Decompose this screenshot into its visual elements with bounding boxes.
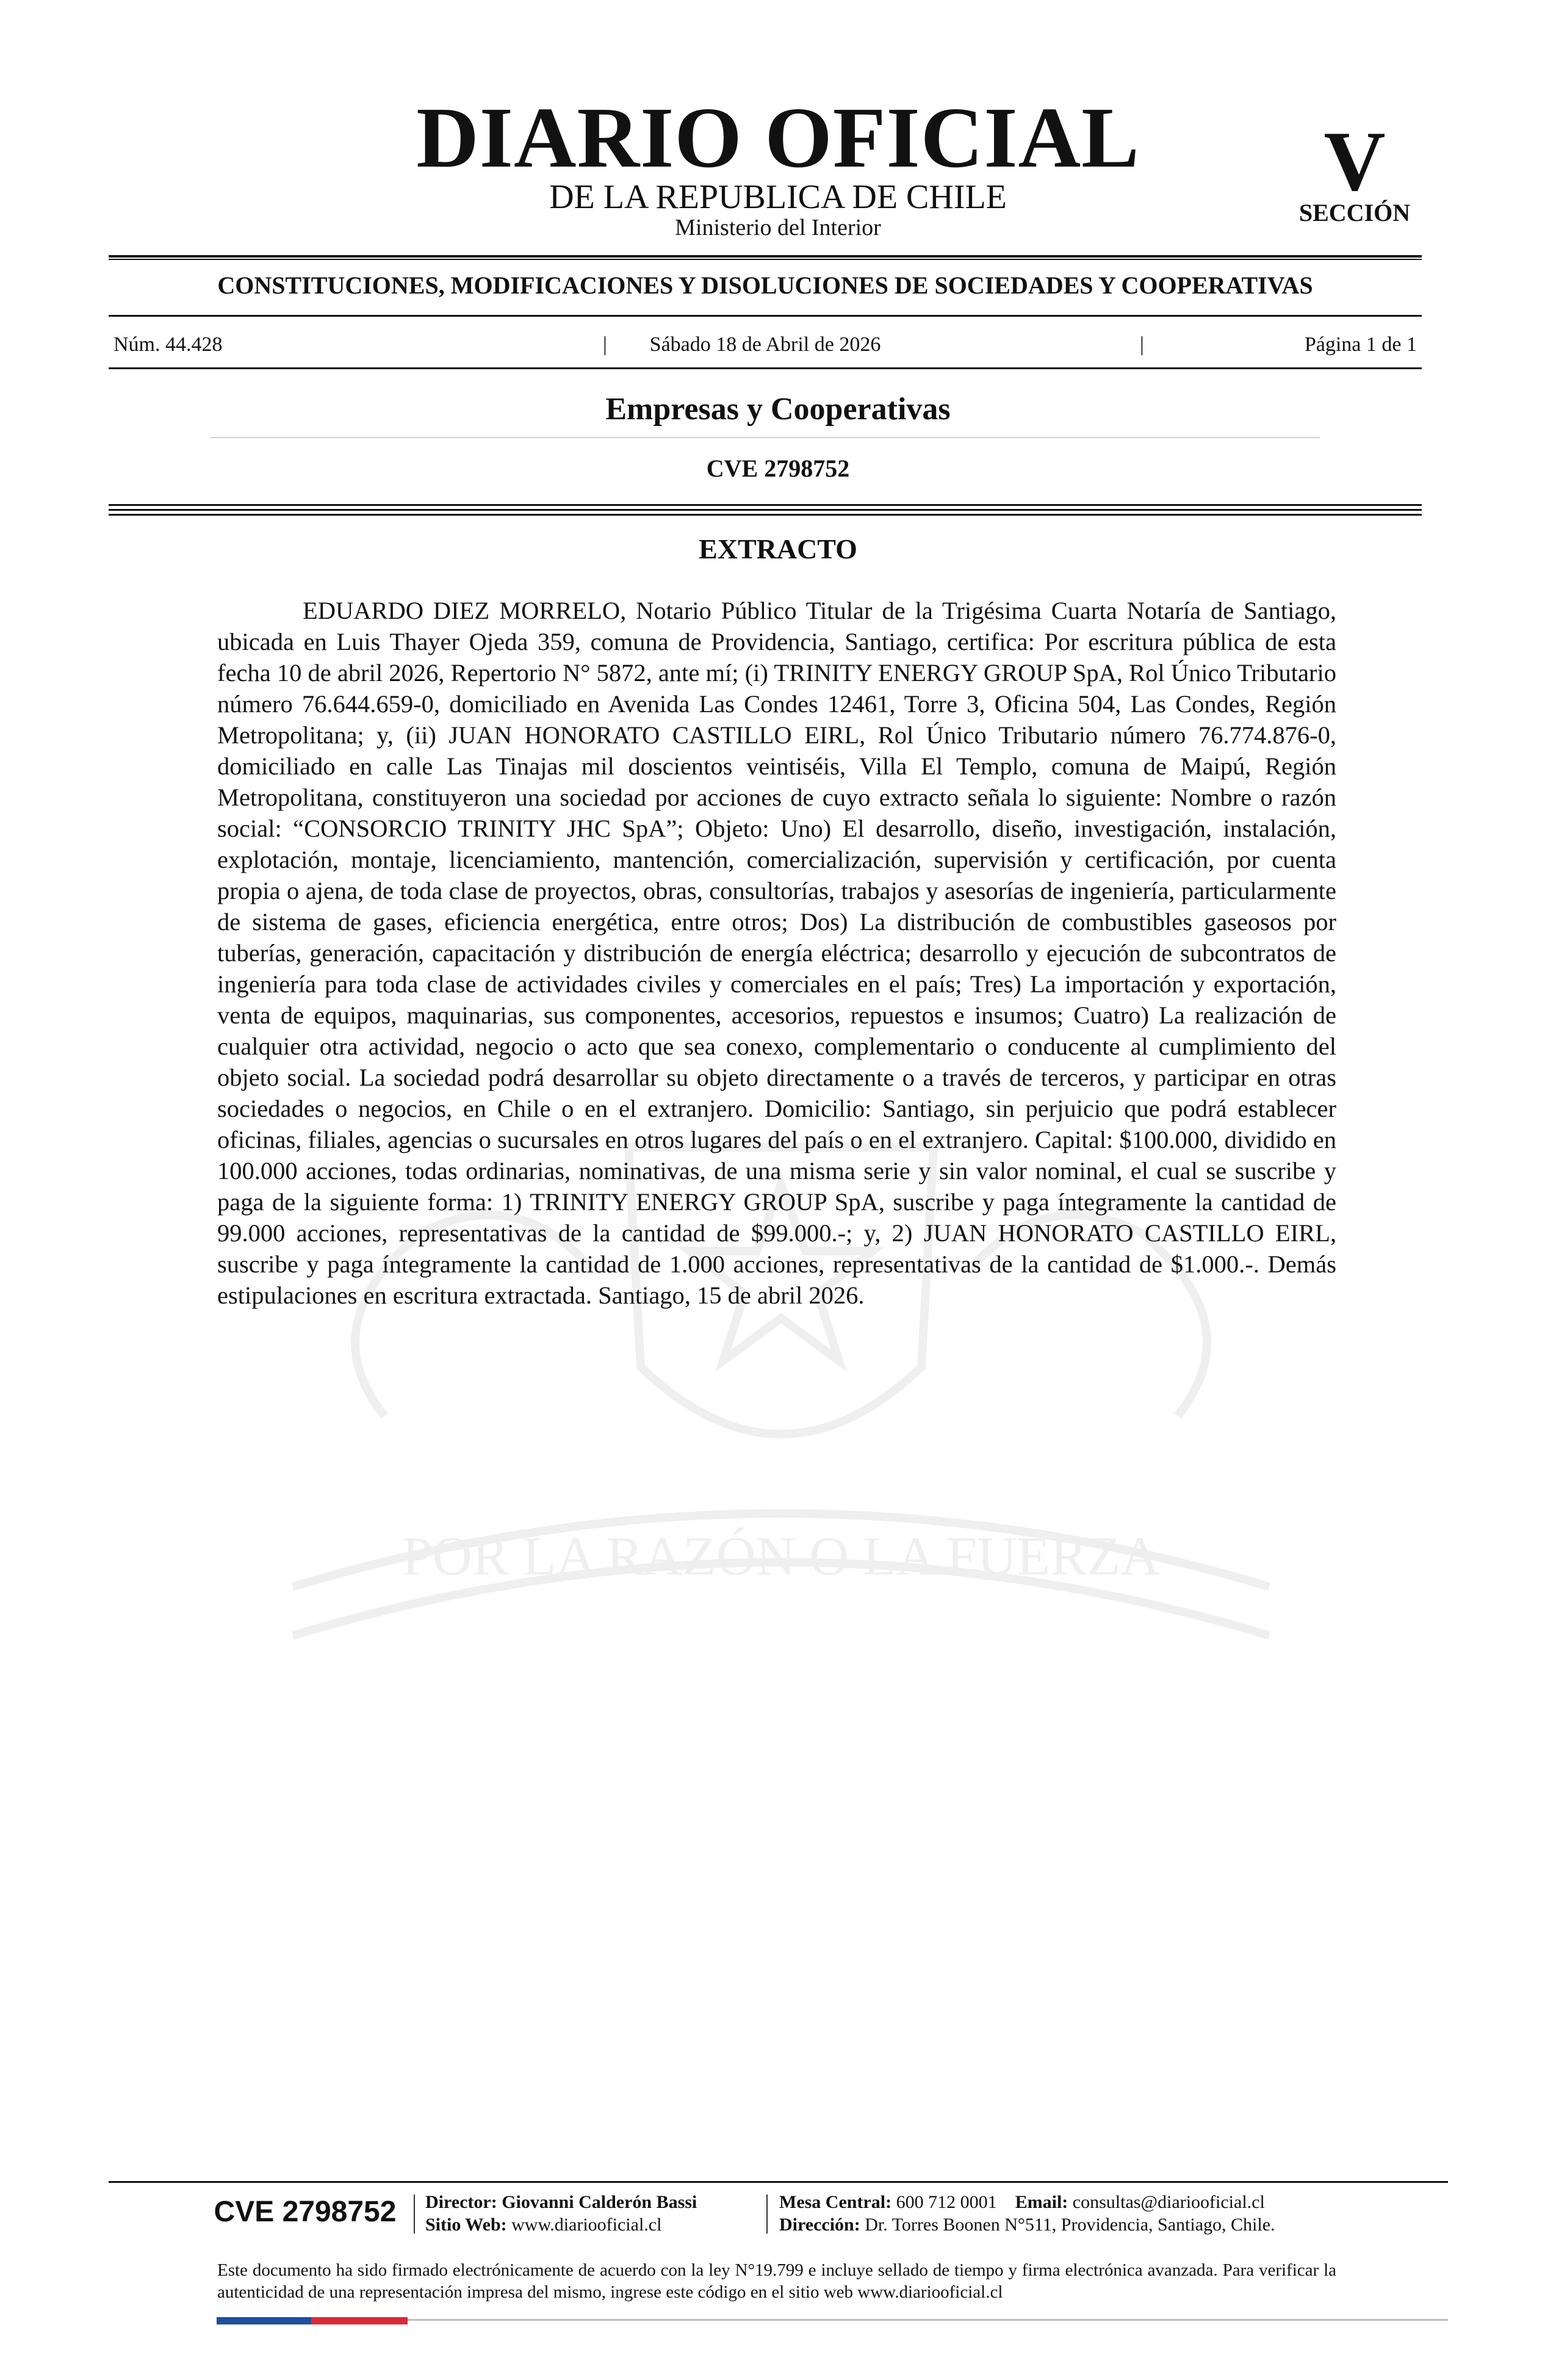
footer-director-column	[425, 2191, 767, 2236]
watermark-motto: POR LA RAZÓN O LA FUERZA	[402, 1526, 1161, 1587]
ministry-label: Ministerio del Interior	[675, 215, 881, 240]
issue-meta-row	[109, 326, 1422, 363]
masthead-title: DIARIO OFICIAL	[416, 89, 1140, 186]
cve-rule-3	[109, 514, 1422, 516]
cve-rule-2	[109, 509, 1422, 511]
cve-rule-1	[109, 504, 1422, 506]
footer-cve-code: CVE 2798752	[214, 2196, 397, 2228]
meta-rule-bottom	[109, 367, 1422, 369]
banner-rule-bottom	[109, 315, 1422, 317]
section-banner: CONSTITUCIONES, MODIFICACIONES Y DISOLUCIONES DE SOCIEDADES Y COOPERATIVAS	[217, 272, 1313, 299]
header-rule-top	[109, 255, 1422, 258]
category-title: Empresas y Cooperativas	[605, 392, 951, 427]
flag-stripe-line	[408, 2319, 1448, 2321]
footer-disclaimer: Este documento ha sido firmado electrónicamente de acuerdo con la ley N°19.799 e incluye sellado de tiempo y firma electrónica avanzada. Para verificar la autenticidad de una representación impresa del mismo, ingrese este código en el sitio web www.diariooficial.cl	[217, 2260, 1336, 2302]
page-indicator: Página 1 de 1	[1304, 333, 1417, 356]
footer-contact-column	[779, 2191, 1389, 2236]
footer-separator	[414, 2194, 415, 2234]
header-rule-top-thin	[109, 259, 1422, 260]
flag-stripe-red	[311, 2317, 408, 2324]
footer-separator	[766, 2194, 768, 2234]
mesa-phone: 600 712 0001	[896, 2192, 997, 2212]
flag-stripe-blue	[217, 2317, 311, 2324]
meta-separator: |	[603, 333, 607, 356]
document-body: EDUARDO DIEZ MORRELO, Notario Público Titular de la Trigésima Cuarta Notaría de Santiago, ubicada en Luis Thayer Ojeda 359, comuna de Providencia, Santiago, certifica: Por escritura pública de esta fecha 10 de abril 2026, Repertorio N° 5872, ante mí; (i) TRINITY ENERGY GROUP SpA, Rol Único Tributario número 76.644.659-0, domiciliado en Avenida Las Condes 12461, Torre 3, Oficina 504, Las Condes, Región Metropolitana; y, (ii) JUAN HONORATO CASTILLO EIRL, Rol Único Tributario número 76.774.876-0, domiciliado en calle Las Tinajas mil doscientos veintiséis, Villa El Templo, comuna de Maipú, Región Metropolitana, constituyeron una sociedad por acciones de cuyo extracto señala lo siguiente: Nombre o razón social: “CONSORCIO TRINITY JHC SpA”; Objeto: Uno) El desarrollo, diseño, investigación, instalación, explotación, montaje, licenciamiento, mantención, comercialización, supervisión y certificación, por cuenta propia o ajena, de toda clase de proyectos, obras, consultorías, trabajos y asesorías de ingeniería, particularmente de sistema de gases, eficiencia energética, entre otros; Dos) La distribución de combustibles gaseosos por tuberías, generación, capacitación y distribución de energía eléctrica; desarrollo y ejecución de subcontratos de ingeniería para toda clase de actividades civiles y comerciales en el país; Tres) La importación y exportación, venta de equipos, maquinarias, sus componentes, accesorios, repuestos e insumos; Cuatro) La realización de cualquier otra actividad, negocio o acto que sea conexo, complementario o conducente al cumplimiento del objeto social. La sociedad podrá desarrollar su objeto directamente o a través de terceros, y participar en otras sociedades o negocios, en Chile o en el extranjero. Domicilio: Santiago, sin perjuicio que podrá establecer oficinas, filiales, agencias o sucursales en otros lugares del país o en el extranjero. Capital: $100.000, dividido en 100.000 acciones, todas ordinarias, nominativas, de una misma serie y sin valor nominal, el cual se suscribe y paga de la siguiente forma: 1) TRINITY ENERGY GROUP SpA, suscribe y paga íntegramente la cantidad de 99.000 acciones, representativas de la cantidad de $99.000.-; y, 2) JUAN HONORATO CASTILLO EIRL, suscribe y paga íntegramente la cantidad de 1.000 acciones, representativas de la cantidad de $1.000.-. Demás estipulaciones en escritura extractada. Santiago, 15 de abril 2026.	[217, 597, 1336, 1309]
director-name: Giovanni Calderón Bassi	[502, 2192, 697, 2212]
section-word: SECCIÓN	[1298, 199, 1411, 226]
issue-date: Sábado 18 de Abril de 2026	[649, 333, 881, 356]
issue-number: Núm. 44.428	[113, 333, 223, 356]
meta-separator: |	[1140, 333, 1144, 356]
site-link[interactable]: www.diariooficial.cl	[511, 2215, 662, 2235]
address-label: Dirección:	[779, 2215, 860, 2235]
document-heading: EXTRACTO	[699, 533, 857, 564]
cve-code: CVE 2798752	[706, 455, 850, 482]
director-label: Director:	[425, 2192, 497, 2212]
section-letter: V	[1324, 114, 1386, 209]
footer-rule	[109, 2181, 1448, 2183]
mesa-label: Mesa Central:	[779, 2192, 892, 2212]
masthead-subtitle: DE LA REPUBLICA DE CHILE	[549, 178, 1007, 216]
address-value: Dr. Torres Boonen N°511, Providencia, Santiago, Chile.	[865, 2215, 1275, 2235]
site-label: Sitio Web:	[425, 2215, 507, 2235]
email-label: Email:	[1015, 2192, 1068, 2212]
email-link[interactable]: consultas@diariooficial.cl	[1072, 2192, 1265, 2212]
category-divider	[211, 437, 1320, 438]
